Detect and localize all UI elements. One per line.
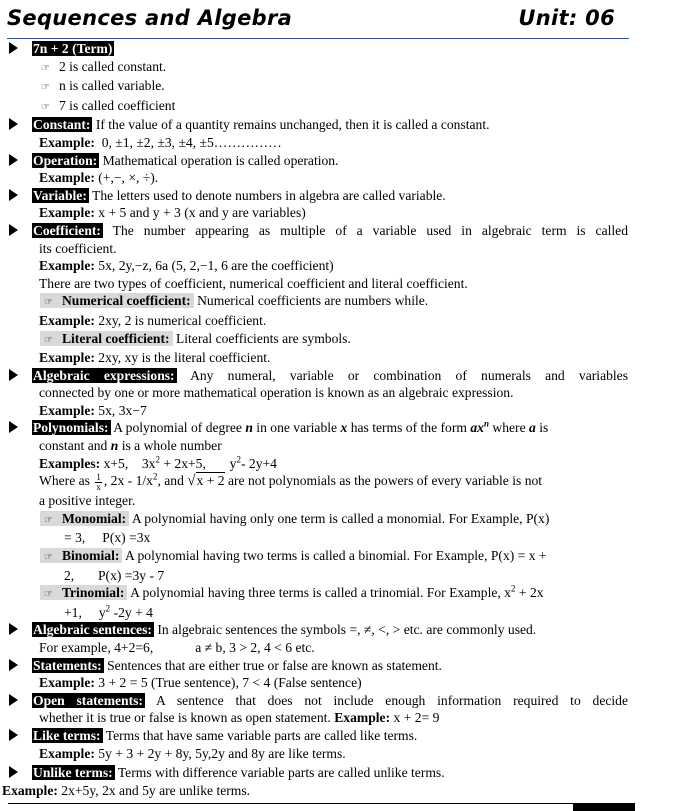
algebraic-expressions-definition: Algebraic expressions: Any numeral, variable or combination of numerals and variables <box>8 367 628 385</box>
like-terms-label: Like terms: <box>33 727 101 743</box>
unlike-terms-label: Unlike terms: <box>33 765 113 781</box>
arrow-bullet-icon <box>9 729 18 741</box>
constant-definition: Constant: If the value of a quantity remains unchanged, then it is called a constant. <box>8 116 628 134</box>
list-item: ☞ 7 is called coefficient <box>41 97 176 113</box>
statements-example: Example: 3 + 2 = 5 (True sentence), 7 < 4 (False sentence) <box>39 675 362 691</box>
unlike-terms-example: Example: 2x+5y, 2x and 5y are unlike terms. <box>2 782 251 798</box>
like-terms-example: Example: 5y + 3 + 2y + 8y, 5y,2y and 8y are like terms. <box>39 745 346 761</box>
arrow-bullet-icon <box>9 421 18 433</box>
arrow-bullet-icon <box>9 659 18 671</box>
arrow-bullet-icon <box>9 224 18 236</box>
list-item: ☞ 2 is called constant. <box>41 58 167 74</box>
document-body: 7n + 2 (Term) ☞ 2 is called constant. ☞ n is called variable. ☞ 7 is called coefficient Constant: If the value of a quantity remains unchanged, then it is called a constant. Example: 0, ±1, ±2, ±3, ±4, ±5…………… Operation: Mathematical operation is called operation. Example: (+,−, ×, ÷). Variable: The letters used to denote numbers in algebra are called variable. Example: x + 5 and y + 3 (x and y are variables) Coefficient: The number appearing as multiple of a variable used in algebraic term is called its coefficient. Example: 5x, 2y,−z, 6a (5, 2,−1, 6 are the coefficient) There are two types of coefficient, numerical coefficient and literal coefficient. ☞ Numerical coefficient: Numerical coefficients are numbers while. Example: 2xy, 2 is numerical coefficient. ☞ Literal coefficient: Literal coefficients are symbols. Example: 2xy, xy is the literal coefficient. Algebraic expressions: Any numeral, variable or combination of numerals and variables connected by one or more mathematical operation is known as an algebraic expression. Example: 5x, 3x−7 Polynomials: A polynomial of degree n in one variable x has terms of the form $ax^n$ where a is constant and n is a whole number Examples: x+5, $3x^2 + 2x+5$, $y^2-$ 2y+4 Where as $\frac{1}{x}$ , $2x - 1/x^2$, and √x + 2 are not polynomials as the powers of every variable is not a positive integer. ☞ Monomial: A polynomial having only one term is called a monomial. For Example, P(x) = 3, P(x) =3x ☞ Binomial: A polynomial having two terms is called a binomial. For Example, P(x) = x + 2, P(x) =3y - 7 ☞ Trinomial: A polynomial having three terms is called a trinomial. For Example, $x^2 + 2x$ +1, $y^2$ -2y + 4 Algebraic sentences: In algebraic sentences the symbols =, ≠, <, > etc. are commonly used. For example, 4+2=6, a ≠ b, 3 > 2, 4 < 6 etc. Statements: Sentences that are either true or false are known as statement. Example: 3 + 2 = 5 (True sentence), 7 < 4 (False sentence) Open statements: A sentence that does not include enough information required to decide whether it is true or false is known as open statement. Example: x + 2= 9 Like terms: Terms that have same variable parts are called like terms. Example: 5y + 3 + 2y + 8y, 5y,2y and 8y are like terms. Unlike terms: Terms with difference variable parts are called unlike terms. Example: 2x+5y, 2x and 5y are unlike terms. <box>2 41 629 798</box>
arrow-bullet-icon <box>9 369 18 381</box>
pointing-hand-icon: ☞ <box>41 82 50 94</box>
arrow-bullet-icon <box>9 189 18 201</box>
literal-coefficient-example: Example: 2xy, xy is the literal coefficient. <box>39 350 271 366</box>
unit-label: Unit: 06 <box>518 6 615 30</box>
constant-label: Constant: <box>33 117 91 133</box>
numerical-coefficient-example: Example: 2xy, 2 is numerical coefficient. <box>39 312 267 328</box>
algebraic-expressions-label: Algebraic expressions: <box>33 367 175 383</box>
arrow-bullet-icon <box>9 623 18 635</box>
algebraic-sentences-definition: Algebraic sentences: In algebraic sentences the symbols =, ≠, <, > etc. are commonly used. <box>8 621 628 639</box>
pointing-hand-icon: ☞ <box>44 514 53 526</box>
operation-label: Operation: <box>33 152 98 168</box>
polynomials-definition: Polynomials: A polynomial of degree n in one variable x has terms of the form $ax^n$ where a is <box>8 419 628 437</box>
monomial-definition: ☞ Monomial: A polynomial having only one term is called a monomial. For Example, P(x) <box>8 510 628 530</box>
algebraic-expressions-example: Example: 5x, 3x−7 <box>39 402 147 418</box>
sqrt-symbol: √ <box>187 473 196 490</box>
variable-example: Example: x + 5 and y + 3 (x and y are variables) <box>39 205 306 221</box>
polynomials-examples: Examples: x+5, $3x^2 + 2x+5$, $y^2-$ 2y+4 <box>39 454 277 471</box>
variable-definition: Variable: The letters used to denote numbers in algebra are called variable. <box>8 187 628 205</box>
statements-label: Statements: <box>33 657 102 673</box>
pointing-hand-icon: ☞ <box>44 297 53 309</box>
footer-divider <box>8 803 633 804</box>
arrow-bullet-icon <box>9 766 18 778</box>
fraction: $\frac{1}{x}$ <box>96 472 101 493</box>
coefficient-example: Example: 5x, 2y,−z, 6a (5, 2,−1, 6 are the coefficient) <box>39 258 334 274</box>
coefficient-label: Coefficient: <box>33 222 101 238</box>
binomial-definition: ☞ Binomial: A polynomial having two terms is called a binomial. For Example, P(x) = x + <box>8 547 628 567</box>
algebraic-sentences-example: For example, 4+2=6, a ≠ b, 3 > 2, 4 < 6 etc. <box>39 640 315 655</box>
term-heading <box>8 40 628 58</box>
open-statements-label: Open statements: <box>33 692 143 708</box>
pointing-hand-icon: ☞ <box>44 334 53 346</box>
operation-definition: Operation: Mathematical operation is called operation. <box>8 152 628 170</box>
pointing-hand-icon: ☞ <box>44 589 53 601</box>
operation-example: Example: (+,−, ×, ÷). <box>39 170 159 186</box>
numerical-coefficient: ☞ Numerical coefficient: Numerical coefficients are numbers while. <box>8 292 628 312</box>
like-terms-definition: Like terms: Terms that have same variable parts are called like terms. <box>8 727 628 745</box>
arrow-bullet-icon <box>9 42 18 54</box>
trinomial-definition: ☞ Trinomial: A polynomial having three terms is called a trinomial. For Example, $x^2 + 2x$ <box>8 584 628 604</box>
footer-block <box>573 803 635 811</box>
coefficient-definition: Coefficient: The number appearing as multiple of a variable used in algebraic term is called <box>8 222 628 240</box>
polynomials-label: Polynomials: <box>33 420 109 436</box>
arrow-bullet-icon <box>9 694 18 706</box>
term-label: 7n + 2 (Term) <box>33 41 113 56</box>
list-item: ☞ n is called variable. <box>41 78 165 94</box>
constant-example: Example: 0, ±1, ±2, ±3, ±4, ±5…………… <box>39 134 282 150</box>
statements-definition: Statements: Sentences that are either true or false are known as statement. <box>8 657 628 675</box>
algebraic-sentences-label: Algebraic sentences: <box>33 622 152 638</box>
pointing-hand-icon: ☞ <box>41 62 50 74</box>
variable-label: Variable: <box>33 187 87 203</box>
unlike-terms-definition: Unlike terms: Terms with difference variable parts are called unlike terms. <box>8 764 628 782</box>
page-title: Sequences and Algebra <box>7 6 293 30</box>
arrow-bullet-icon <box>9 118 18 130</box>
pointing-hand-icon: ☞ <box>41 101 50 113</box>
coefficient-types: There are two types of coefficient, numerical coefficient and literal coefficient. <box>39 275 468 291</box>
page-header <box>7 4 629 39</box>
arrow-bullet-icon <box>9 154 18 166</box>
pointing-hand-icon: ☞ <box>44 552 53 564</box>
open-statements-definition: Open statements: A sentence that does not include enough information required to decide <box>8 692 628 710</box>
non-polynomials: Where as $\frac{1}{x}$ , $2x - 1/x^2$, and √x + 2 are not polynomials as the powers of every variable is not <box>39 471 543 493</box>
literal-coefficient: ☞ Literal coefficient: Literal coefficients are symbols. <box>8 330 628 350</box>
